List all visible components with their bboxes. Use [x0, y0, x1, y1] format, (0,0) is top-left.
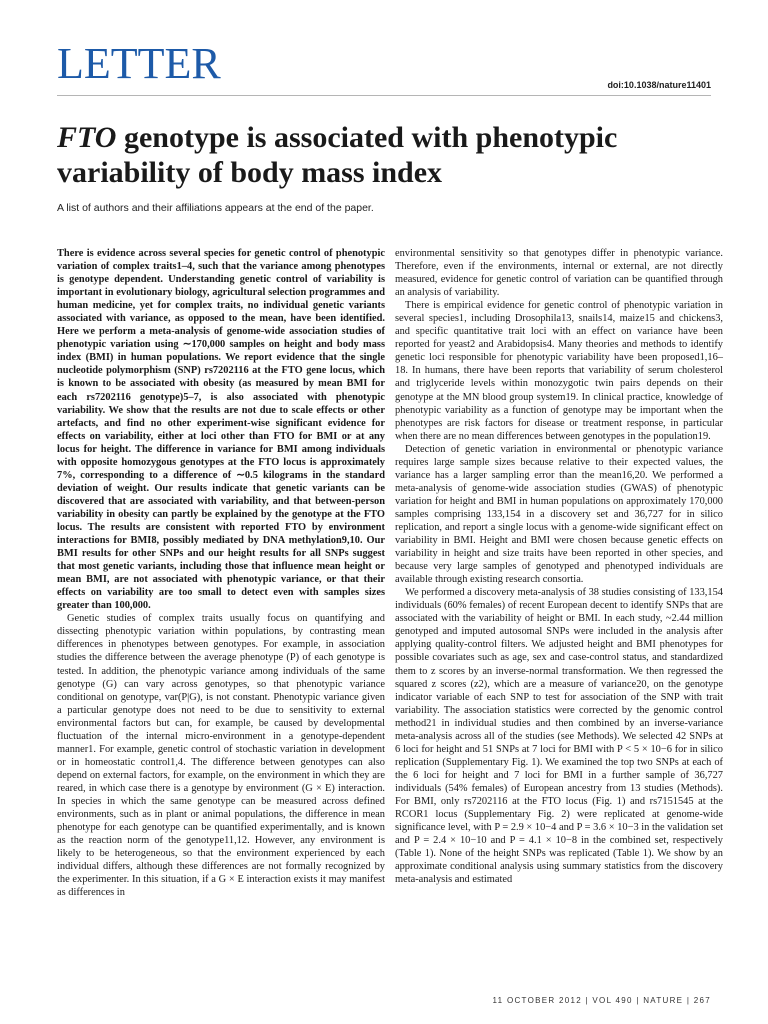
body-paragraph: We performed a discovery meta-analysis of 38 studies consisting of 133,154 individuals (60% females) of recent European decent to identify SNPs that are associated with the variability of height or BMI. In each study, ~2.44 million genotyped and imputed autosomal SNPs were included in the analysis after applying quality-control filters. We adjusted height and BMI phenotypes for possible covariates such as age, sex and case-control status, and standardized them to z scores by an inverse-normal transformation. We then regressed the squared z scores (z2), which are a measure of variance20, on the genotype indicator variable of each SNP to test for association of the SNP with trait variability. The association statistics were corrected by the genomic control method21 in individual studies and then combined by an inverse-variance meta-analysis across all of the studies (see Methods). We selected 42 SNPs at 6 loci for height and 51 SNPs at 7 loci for BMI with P < 5 × 10−6 for in silico replication (Supplementary Fig. 1). We examined the top two SNPs at each of the 6 loci for height and 7 loci for BMI in a further sample of 36,727 individuals (54% females) of European ancestry from 13 studies (Methods). For BMI, only rs7202116 at the FTO locus (Fig. 1) and rs7151545 at the RCOR1 locus (Supplementary Fig. 2) were replicated at genome-wide significance level, with P = 2.9 × 10−4 and P = 3.6 × 10−3 in the validation set and P = 2.4 × 10−10 and P = 4.1 × 10−8 in the combined set, respectively (Table 1). None of the height SNPs was replicated (Table 1). We show by an approximate conditional analysis using summary statistics from the discovery meta-analysis and estimated	[395, 587, 723, 886]
body-paragraph: There is empirical evidence for genetic control of phenotypic variation in several species1, including Drosophila13, snails14, maize15 and chickens3, and specific quantitative trait loci with an effect on variance have been reported for yeast2 and Arabidopsis4. Many theories and methods to identify genetic loci responsible for phenotypic variability have been proposed1,16–18. In humans, there have been reports that variability of serum cholesterol and triglyceride levels within monozygotic twin pairs depends on their genotype at the MN blood group system19. In clinical practice, knowledge of phenotypic variability as a function of genotype may be important when the phenotypes are risk factors for disease or treatment response, in particular when there are no mean differences between genotypes in the population19.	[395, 300, 723, 442]
left-column	[57, 247, 385, 899]
doi-link[interactable]: doi:10.1038/nature11401	[607, 80, 711, 90]
body-paragraph: Detection of genetic variation in environmental or phenotypic variance requires large sample sizes because relative to their expected values, the variance has a larger sampling error than the mean16,20. We performed a meta-analysis of genome-wide association studies (GWAS) of phenotypic variation for height and BMI in human populations on approximately 170,000 samples comprising 133,154 in a discovery set and 36,727 for in silico replication, and report a single locus with a genome-wide significant effect on variability in BMI. Height and BMI were chosen because genetic effects on variability in height and size traits have been reported in other species, and because very large samples of genotyped and phenotyped individuals are available through existing research consortia.	[395, 443, 723, 586]
title-gene: FTO	[57, 121, 117, 154]
body-paragraph: environmental sensitivity so that genotypes differ in phenotypic variance. Therefore, even if the environments, internal or external, are not directly measured, evidence for genetic control of variation can be quantified through an analysis of variability.	[395, 248, 723, 299]
authors-note: A list of authors and their affiliations appears at the end of the paper.	[57, 202, 374, 214]
title-rest: genotype is associated with phenotypic variability of body mass index	[57, 121, 618, 189]
abstract-paragraph: There is evidence across several species for genetic control of phenotypic variation of complex traits1–4, such that the variance among phenotypes is genotype dependent. Understanding genetic control of variability is important in evolutionary biology, agricultural selection programmes and human medicine, yet for complex traits, no individual genetic variants associated with variance, as opposed to the mean, have been identified. Here we perform a meta-analysis of genome-wide association studies of phenotypic variation using ∼170,000 samples on height and body mass index (BMI) in human populations. We report evidence that the single nucleotide polymorphism (SNP) rs7202116 at the FTO gene locus, which is known to be associated with obesity (as measured by mean BMI for each rs7202116 genotype)5–7, is also associated with phenotypic variability. We show that the results are not due to scale effects or other artefacts, and find no other experiment-wise significant evidence for effects on variability, either at loci other than FTO for BMI or at any locus for height. The difference in variance for BMI among individuals with opposite homozygous genotypes at the FTO locus is approximately 7%, corresponding to a difference of ∼0.5 kilograms in the standard deviation of weight. Our results indicate that genetic variants can be discovered that are associated with variability, and that between-person variability in obesity can partly be explained by the genotype at the FTO locus. The results are consistent with reported FTO by environment interactions for BMI8, possibly mediated by DNA methylation9,10. Our BMI results for other SNPs and our height results for all SNPs suggest that most genetic variants, including those that influence mean height or mean BMI, are not associated with phenotypic variance, or that their effects on variability are too small to detect even with samples sizes greater than 100,000.	[57, 248, 385, 612]
header-divider	[57, 95, 711, 96]
right-column	[395, 247, 723, 886]
body-paragraph: Genetic studies of complex traits usually focus on quantifying and dissecting phenotypic variation within populations, by contrasting mean differences in phenotypes between genotypes. For example, in association studies the difference between the average phenotype (P) of each genotype is tested. In addition, the phenotypic variance among individuals of the same genotype (G) can vary across genotypes, so that phenotypic variance conditional on genotype, var(P|G), is not constant. Phenotypic variance given a particular genotype does not need to be due to sensitivity to external environmental factors but can, for example, be caused by developmental fluctuation of the internal micro-environment in a genotype-dependent manner1. For example, genetic control of stochastic variation in development or in homeostatic control1,4. The difference between genotypes can also depend on external factors, for example, on the environment in which they are reared, in which case there is a genotype by environment (G × E) interaction. In species in which the same genotype can be measured across defined environments, such as in plant or animal populations, the difference in mean phenotype for each genotype can be quantified experimentally, and is known as the reaction norm of the genotype11,12. However, any environment is likely to be heterogeneous, so that the environment experienced by each individual differs, although these differences are not formally recognized by the experimenter. In this situation, if a G × E interaction exists it may manifest as differences in	[57, 613, 385, 899]
article-title	[57, 120, 697, 190]
page-footer: 11 OCTOBER 2012 | VOL 490 | NATURE | 267	[492, 996, 711, 1005]
section-heading: LETTER	[57, 39, 221, 88]
